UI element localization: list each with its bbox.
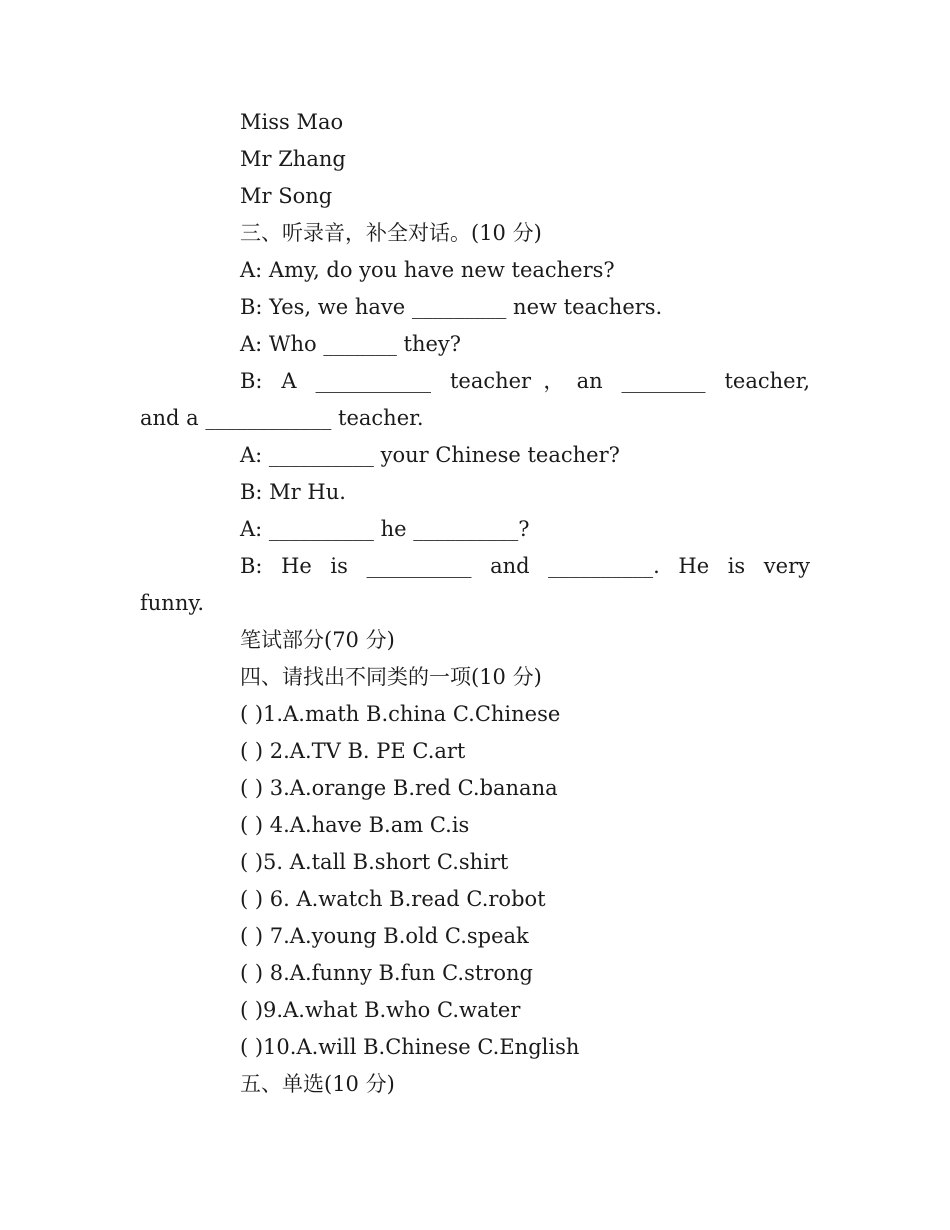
dialogue-line: A: __________ your Chinese teacher?	[240, 443, 620, 467]
dialogue-line: A: Who _______ they?	[240, 332, 462, 356]
odd-one-out-question: ( ) 6. A.watch B.read C.robot	[240, 887, 546, 911]
written-part-heading: 笔试部分(70 分)	[240, 628, 395, 652]
odd-one-out-question: ( )5. A.tall B.short C.shirt	[240, 850, 509, 874]
section-3-heading: 三、听录音，补全对话。(10 分)	[240, 221, 542, 245]
odd-one-out-question: ( ) 2.A.TV B. PE C.art	[240, 739, 466, 763]
dialogue-line: A: Amy, do you have new teachers?	[240, 258, 615, 282]
dialogue-line: B: Yes, we have _________ new teachers.	[240, 295, 663, 319]
odd-one-out-question: ( )9.A.what B.who C.water	[240, 998, 521, 1022]
section-5-heading: 五、单选(10 分)	[240, 1072, 395, 1096]
odd-one-out-question: ( ) 4.A.have B.am C.is	[240, 813, 470, 837]
dialogue-line-continuation: funny.	[140, 591, 205, 615]
odd-one-out-question: ( ) 7.A.young B.old C.speak	[240, 924, 529, 948]
teacher-name: Mr Zhang	[240, 147, 346, 171]
dialogue-line: B: Mr Hu.	[240, 480, 346, 504]
teacher-name: Mr Song	[240, 184, 333, 208]
dialogue-line: A: __________ he __________?	[240, 517, 530, 541]
odd-one-out-question: ( )10.A.will B.Chinese C.English	[240, 1035, 580, 1059]
odd-one-out-question: ( )1.A.math B.china C.Chinese	[240, 702, 561, 726]
page-content	[140, 104, 810, 1103]
dialogue-line: B: He is __________ and __________. He is very	[240, 554, 810, 578]
teacher-name: Miss Mao	[240, 110, 344, 134]
dialogue-line: B: A ___________ teacher，an ________ teacher,	[240, 369, 810, 393]
odd-one-out-question: ( ) 8.A.funny B.fun C.strong	[240, 961, 533, 985]
section-4-heading: 四、请找出不同类的一项(10 分)	[240, 665, 542, 689]
dialogue-line-continuation: and a ____________ teacher.	[140, 406, 424, 430]
odd-one-out-question: ( ) 3.A.orange B.red C.banana	[240, 776, 558, 800]
